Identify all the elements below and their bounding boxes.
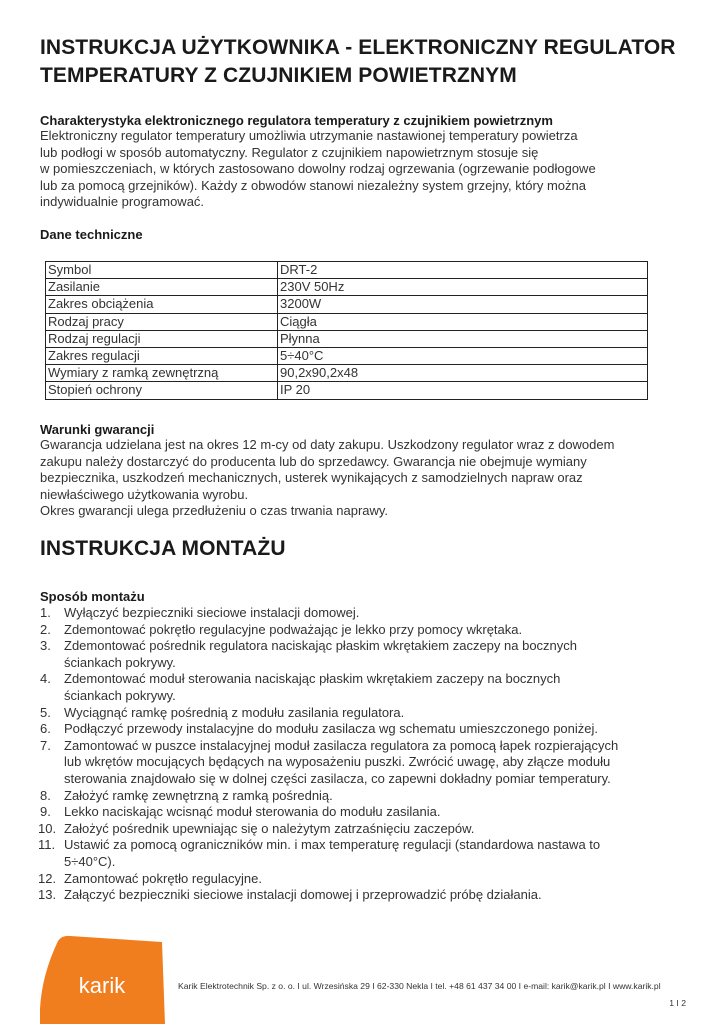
step-line: Zdemontować moduł sterowania naciskając płaskim wkrętakiem zaczepy na bocznych (64, 671, 561, 687)
title-line-2: TEMPERATURY Z CZUJNIKIEM POWIETRZNYM (40, 64, 517, 87)
step-text (64, 887, 695, 904)
step-number: 9. (40, 804, 51, 820)
step-text (64, 705, 695, 722)
warranty-heading: Warunki gwarancji (40, 422, 155, 437)
table-cell-value: 3200W (278, 296, 648, 313)
table-row (46, 347, 648, 364)
step-line: Wyłączyć bezpieczniki sieciowe instalacji domowej. (64, 605, 360, 620)
list-item (40, 671, 695, 704)
step-text (64, 788, 695, 805)
step-number: 3. (40, 638, 51, 654)
table-row (46, 262, 648, 279)
step-number: 13. (38, 887, 57, 903)
step-line: Zdemontować pokrętło regulacyjne podważając je lekko przy pomocy wkrętaka. (64, 621, 523, 637)
step-line: Zamontować pokrętło regulacyjne. (64, 870, 262, 886)
step-number: 4. (40, 671, 51, 687)
warranty-line: Gwarancja udzielana jest na okres 12 m-cy od daty zakupu. Uszkodzony regulator wraz z dowodem (40, 437, 615, 452)
step-line: Założyć pośrednik upewniając się o należytym zatrzaśnięciu zaczepów. (64, 820, 475, 836)
step-line: Ustawić za pomocą ograniczników min. i max temperaturę regulacji (standardowa nastawa to (64, 837, 601, 853)
step-text (64, 721, 695, 738)
list-item (40, 738, 695, 788)
table-row (46, 382, 648, 399)
step-text (64, 738, 695, 788)
step-line: sterowania znajdowało się w dolnej części zasilacza, co zapewni dokładny pomiar temperatury. (64, 770, 611, 786)
step-text (64, 638, 695, 671)
warranty-line: bezpiecznika, uszkodzeń mechanicznych, usterek wynikających z samodzielnych napraw oraz (40, 470, 583, 486)
table-cell-label: Zasilanie (46, 279, 278, 296)
characteristics-line: w pomieszczeniach, w których zastosowano dowolny rodzaj ogrzewania (ogrzewanie podłogowe (40, 161, 596, 177)
table-cell-label: Zakres regulacji (46, 347, 278, 364)
step-text (64, 671, 695, 704)
step-line: Zdemontować pośrednik regulatora naciskając płaskim wkrętakiem zaczepy na bocznych (64, 638, 578, 654)
step-number: 8. (40, 787, 51, 803)
list-item (40, 887, 695, 904)
logo-text: karik (78, 973, 126, 998)
step-number: 1. (40, 605, 51, 620)
list-item (40, 804, 695, 821)
table-cell-label: Zakres obciążenia (46, 296, 278, 313)
step-number: 11. (38, 837, 56, 853)
table-cell-value: DRT-2 (278, 262, 648, 279)
list-item (40, 837, 695, 870)
table-row (46, 296, 648, 313)
step-text (64, 605, 695, 622)
installation-heading: Sposób montażu (40, 589, 145, 604)
table-cell-value: Ciągła (278, 313, 648, 330)
karik-logo (40, 933, 165, 1024)
step-text (64, 871, 695, 888)
step-number: 5. (40, 704, 51, 720)
table-cell-value: 5÷40°C (278, 347, 648, 364)
table-cell-label: Symbol (46, 262, 278, 279)
characteristics-line: Elektroniczny regulator temperatury umożliwia utrzymanie nastawionej temperatury powietrza (40, 128, 578, 143)
table-row (46, 279, 648, 296)
step-text (64, 804, 695, 821)
warranty-line: Okres gwarancji ulega przedłużeniu o czas trwania naprawy. (40, 503, 389, 519)
page-number: 1 I 2 (669, 998, 686, 1008)
list-item (40, 622, 695, 639)
step-line: Zamontować w puszce instalacyjnej moduł zasilacza regulatora za pomocą łapek rozpierających (64, 737, 619, 753)
title-line-1: INSTRUKCJA UŻYTKOWNIKA - ELEKTRONICZNY REGULATOR (40, 36, 676, 59)
table-cell-label: Rodzaj regulacji (46, 330, 278, 347)
step-number: 2. (40, 621, 51, 637)
table-cell-value: Płynna (278, 330, 648, 347)
document-title (40, 34, 690, 90)
step-number: 7. (40, 737, 51, 753)
step-text (64, 622, 695, 639)
characteristics-paragraph (40, 128, 596, 211)
list-item (40, 721, 695, 738)
characteristics-heading: Charakterystyka elektronicznego regulatora temperatury z czujnikiem powietrznym (40, 113, 553, 128)
technical-data-table (45, 261, 648, 400)
table-cell-label: Rodzaj pracy (46, 313, 278, 330)
table-row (46, 313, 648, 330)
list-item (40, 638, 695, 671)
technical-heading: Dane techniczne (40, 227, 143, 242)
step-line: lub wkrętów mocujących będących na wyposażeniu puszki. Zwrócić uwagę, aby złącze modułu (64, 754, 611, 770)
step-number: 12. (38, 870, 57, 886)
table-cell-value: 90,2x90,2x48 (278, 365, 648, 382)
step-line: 5÷40°C). (64, 853, 116, 869)
step-line: Założyć ramkę zewnętrzną z ramką pośrednią. (64, 787, 333, 803)
warranty-line: zakupu należy dostarczyć do producenta lub do sprzedawcy. Gwarancja nie obejmuje wymiany (40, 453, 587, 469)
characteristics-line: lub podłogi w sposób automatyczny. Regulator z czujnikiem napowietrznym stosuje się (40, 144, 539, 160)
step-text (64, 837, 695, 870)
characteristics-line: lub za pomocą grzejników). Każdy z obwodów stanowi niezależny system grzejny, który można (40, 177, 586, 193)
step-text (64, 821, 695, 838)
list-item (40, 705, 695, 722)
characteristics-line: indywidualnie programować. (40, 194, 205, 210)
list-item (40, 821, 695, 838)
table-row (46, 365, 648, 382)
table-row (46, 330, 648, 347)
step-line: Podłączyć przewody instalacyjne do modułu zasilacza wg schematu umieszczonego poniżej. (64, 721, 598, 737)
step-line: Załączyć bezpieczniki sieciowe instalacji domowej i przeprowadzić próbę działania. (64, 887, 542, 903)
list-item (40, 788, 695, 805)
table-cell-value: 230V 50Hz (278, 279, 648, 296)
list-item (40, 605, 695, 622)
warranty-line: niewłaściwego użytkowania wyrobu. (40, 486, 249, 502)
step-line: Lekko naciskając wcisnąć moduł sterowania do modułu zasilania. (64, 804, 441, 820)
warranty-paragraph (40, 437, 614, 520)
step-number: 6. (40, 721, 51, 737)
footer-text: Karik Elektrotechnik Sp. z o. o. I ul. Wrzesińska 29 I 62-330 Nekla I tel. +48 61 437 34 00 I e-mail: karik@karik.pl I www.karik.pl (178, 981, 661, 991)
step-line: ściankach pokrywy. (64, 687, 176, 703)
list-item (40, 871, 695, 888)
installation-steps-list (40, 605, 695, 904)
step-number: 10. (38, 820, 57, 836)
step-line: Wyciągnąć ramkę pośrednią z modułu zasilania regulatora. (64, 704, 405, 720)
table-cell-value: IP 20 (278, 382, 648, 399)
table-cell-label: Wymiary z ramką zewnętrzną (46, 365, 278, 382)
installation-title: INSTRUKCJA MONTAŻU (40, 537, 286, 560)
table-cell-label: Stopień ochrony (46, 382, 278, 399)
step-line: ściankach pokrywy. (64, 654, 176, 670)
